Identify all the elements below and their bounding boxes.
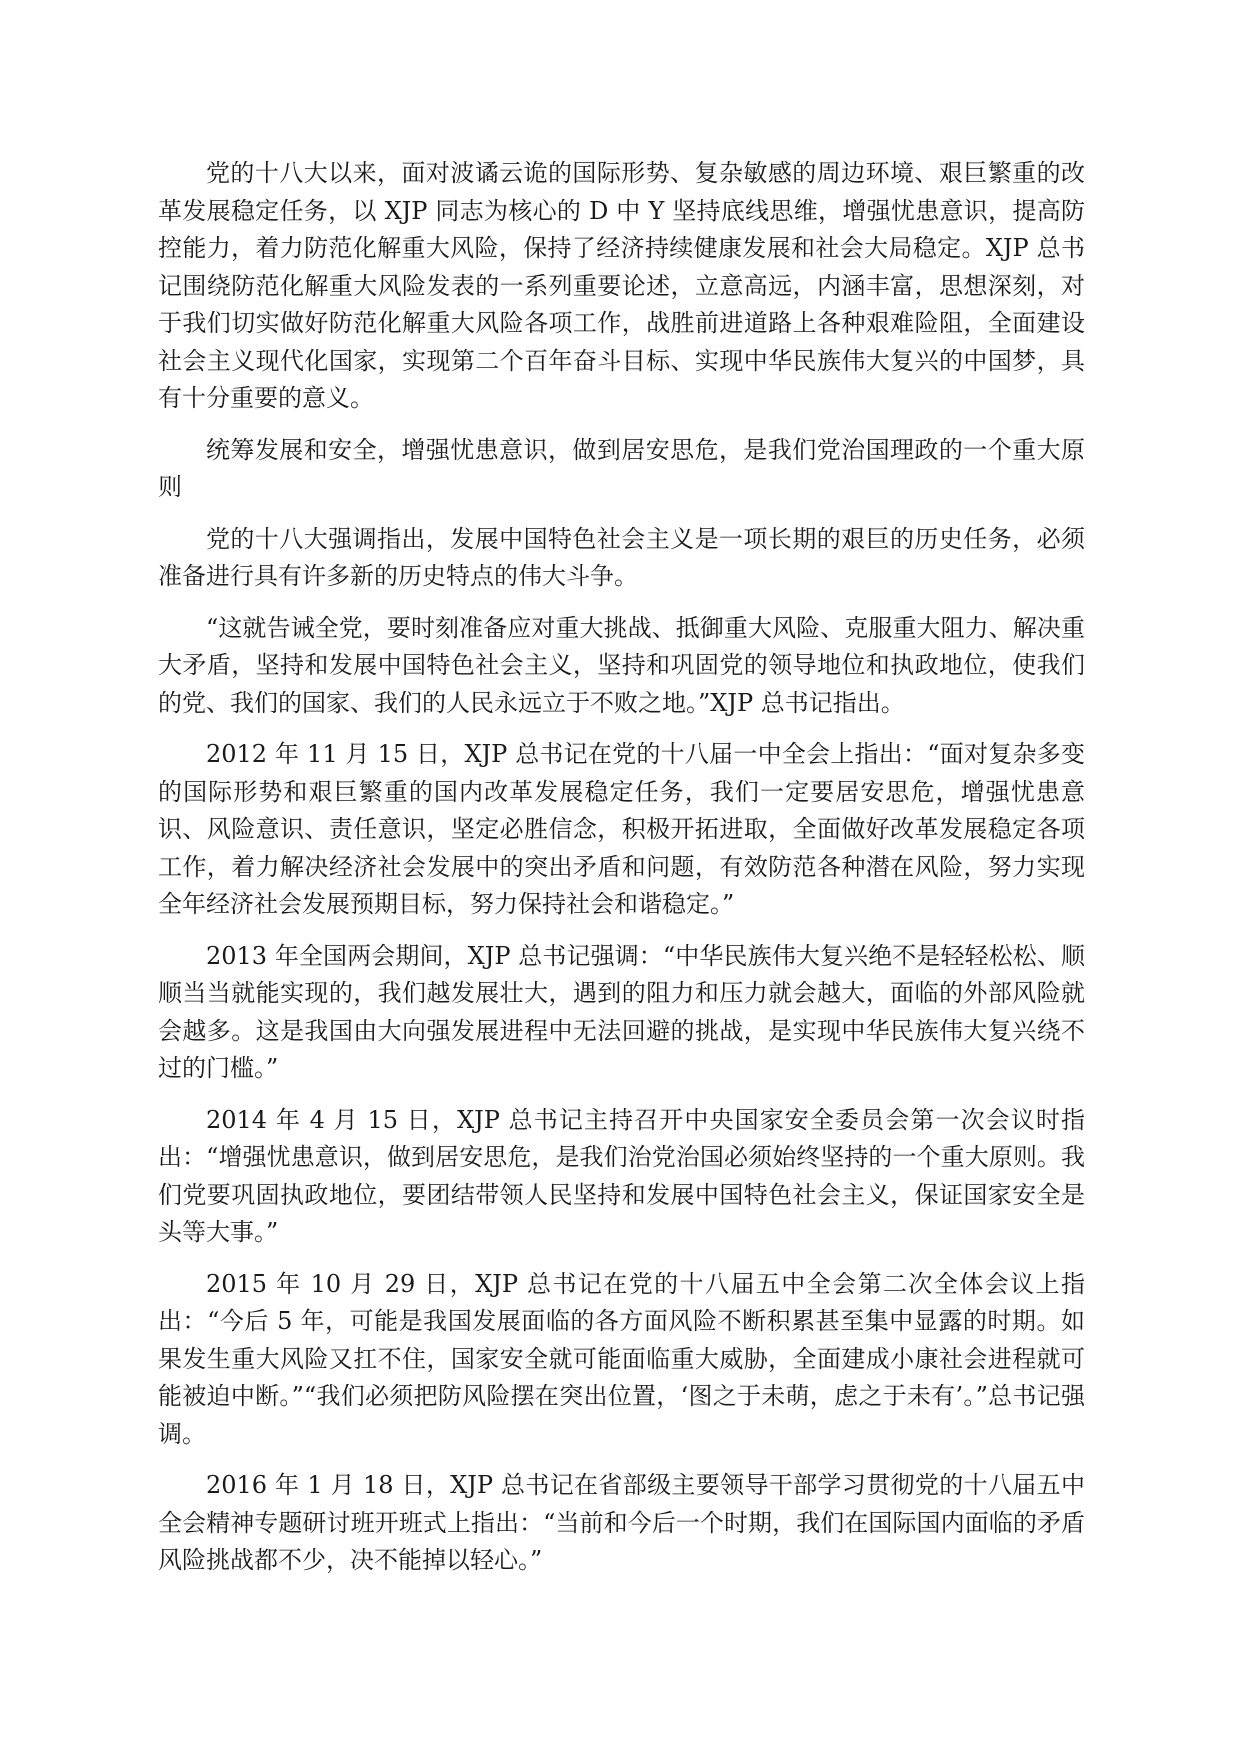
paragraph: 2014 年 4 月 15 日，XJP 总书记主持召开中央国家安全委员会第一次会议时指出：“增强忧患意识，做到居安思危，是我们治党治国必须始终坚持的一个重大原则。我们党要巩固执政地位，要团结带领人民坚持和发展中国特色社会主义，保证国家安全是头等大事。” (158, 1105, 1085, 1246)
paragraph: 党的十八大强调指出，发展中国特色社会主义是一项长期的艰巨的历史任务，必须准备进行具有许多新的历史特点的伟大斗争。 (158, 524, 1085, 590)
paragraph: 2012 年 11 月 15 日，XJP 总书记在党的十八届一中全会上指出：“面对复杂多变的国际形势和艰巨繁重的国内改革发展稳定任务，我们一定要居安思危，增强忧患意识、风险意识、责任意识，坚定必胜信念，积极开拓进取，全面做好改革发展稳定各项工作，着力解决经济社会发展中的突出矛盾和问题，有效防范各种潜在风险，努力实现全年经济社会发展预期目标，努力保持社会和谐稳定。” (158, 740, 1085, 918)
paragraph: 统筹发展和安全，增强忧患意识，做到居安思危，是我们党治国理政的一个重大原则 (158, 435, 1085, 501)
paragraph: “这就告诫全党，要时刻准备应对重大挑战、抵御重大风险、克服重大阻力、解决重大矛盾，坚持和发展中国特色社会主义，坚持和巩固党的领导地位和执政地位，使我们的党、我们的国家、我们的人民永远立于不败之地。”XJP 总书记指出。 (158, 613, 1085, 717)
paragraph: 2016 年 1 月 18 日，XJP 总书记在省部级主要领导干部学习贯彻党的十八届五中全会精神专题研讨班开班式上指出：“当前和今后一个时期，我们在国际国内面临的矛盾风险挑战都不少，决不能掉以轻心。” (158, 1471, 1085, 1574)
document-page (158, 155, 1085, 1594)
paragraph: 2015 年 10 月 29 日，XJP 总书记在党的十八届五中全会第二次全体会议上指出：“今后 5 年，可能是我国发展面临的各方面风险不断积累甚至集中显露的时期。如果发生重大风险又扛不住，国家安全就可能面临重大威胁，全面建成小康社会进程就可能被迫中断。”“我们必须把防风险摆在突出位置，‘图之于未萌，虑之于未有’。”总书记强调。 (158, 1269, 1085, 1448)
paragraph: 党的十八大以来，面对波谲云诡的国际形势、复杂敏感的周边环境、艰巨繁重的改革发展稳定任务，以 XJP 同志为核心的 D 中 Y 坚持底线思维，增强忧患意识，提高防控能力，着力防范化解重大风险，保持了经济持续健康发展和社会大局稳定。XJP 总书记围绕防范化解重大风险发表的一系列重要论述，立意高远，内涵丰富，思想深刻，对于我们切实做好防范化解重大风险各项工作，战胜前进道路上各种艰难险阻，全面建设社会主义现代化国家，实现第二个百年奋斗目标、实现中华民族伟大复兴的中国梦，具有十分重要的意义。 (158, 159, 1085, 412)
paragraph: 2013 年全国两会期间，XJP 总书记强调：“中华民族伟大复兴绝不是轻轻松松、顺顺当当就能实现的，我们越发展壮大，遇到的阻力和压力就会越大，面临的外部风险就会越多。这是我国由大向强发展进程中无法回避的挑战，是实现中华民族伟大复兴绕不过的门槛。” (158, 941, 1085, 1082)
